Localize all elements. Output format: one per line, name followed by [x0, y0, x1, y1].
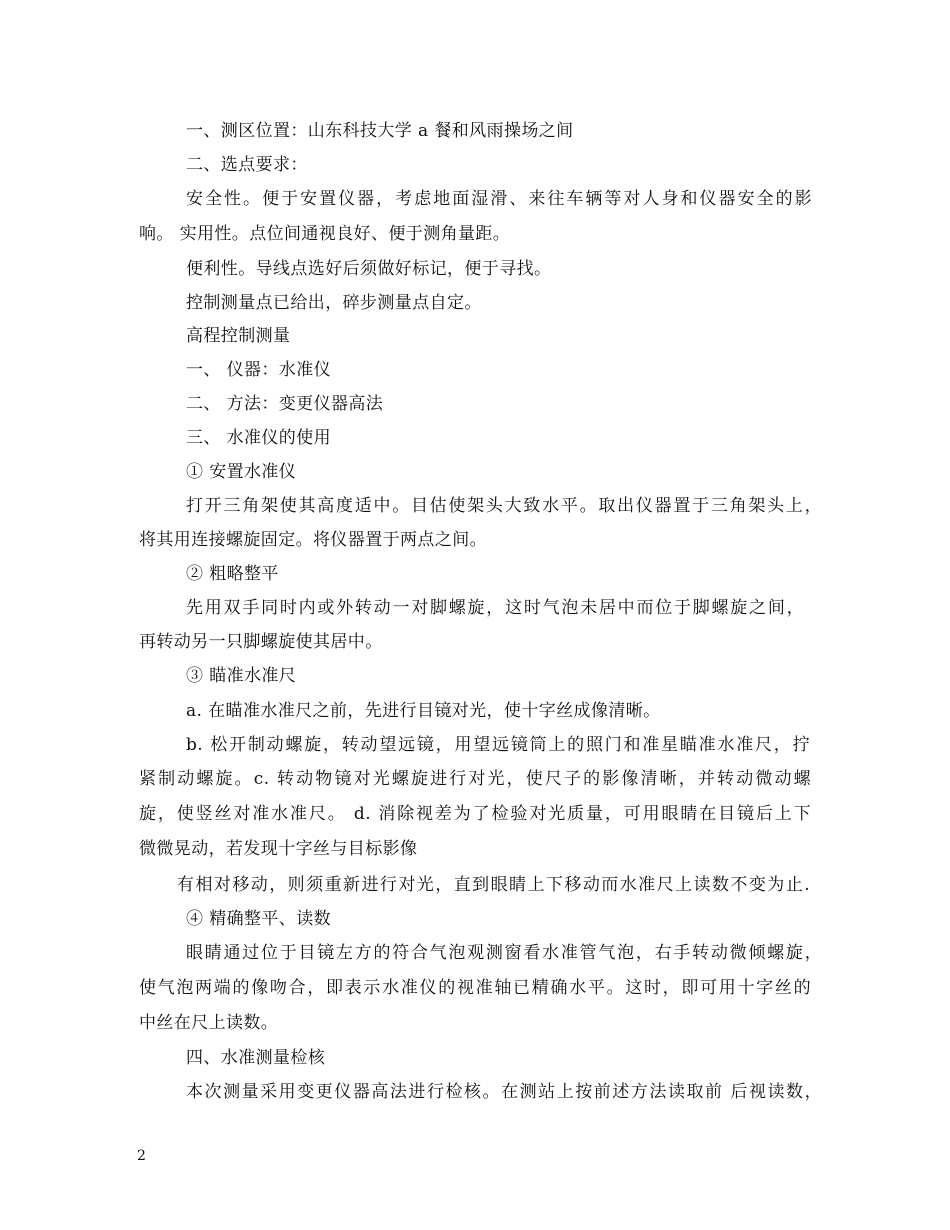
text-line-6: 控制测量点已给出，碎步测量点自定。: [186, 293, 482, 313]
text-line-8: 一、 仪器：水准仪: [186, 360, 332, 380]
text-line-15: 先用双手同时内或外转动一对脚螺旋，这时气泡未居中而位于脚螺旋之间，: [186, 598, 804, 618]
page-number: 2: [137, 1148, 146, 1164]
text-line-4: 响。 实用性。点位间通视良好、便于测角量距。: [139, 224, 511, 244]
text-line-10: 三、 水准仪的使用: [186, 428, 332, 448]
text-line-27: 中丝在尺上读数。: [139, 1013, 279, 1033]
text-line-3: 安全性。便于安置仪器，考虑地面湿滑、来往车辆等对人身和仪器安全的影: [186, 189, 812, 209]
text-line-16: 再转动另一只脚螺旋使其居中。: [139, 632, 383, 652]
text-line-18: a. 在瞄准水准尺之前，先进行目镜对光，使十字丝成像清晰。: [186, 701, 661, 721]
text-line-19: b. 松开制动螺旋，转动望远镜，用望远镜筒上的照门和准星瞄准水准尺，拧: [186, 735, 810, 755]
text-line-17: ③ 瞄准水准尺: [186, 666, 297, 686]
text-line-28: 四、水准测量检核: [186, 1048, 326, 1068]
text-line-7: 高程控制测量: [186, 326, 291, 346]
text-line-11: ① 安置水准仪: [186, 462, 297, 482]
text-line-29: 本次测量采用变更仪器高法进行检核。在测站上按前述方法读取前 后视读数，: [186, 1082, 822, 1102]
text-line-24: ④ 精确整平、读数: [186, 909, 332, 929]
text-line-12: 打开三角架使其高度适中。目估使架头大致水平。取出仪器置于三角架头上，: [186, 496, 822, 516]
text-line-2: 二、选点要求：: [186, 155, 308, 175]
text-line-20: 紧制动螺旋。c. 转动物镜对光螺旋进行对光，使尺子的影像清晰，并转动微动螺: [139, 769, 811, 789]
text-line-5: 便利性。导线点选好后须做好标记，便于寻找。: [186, 259, 552, 279]
text-line-13: 将其用连接螺旋固定。将仪器置于两点之间。: [139, 530, 487, 550]
text-line-25: 眼睛通过位于目镜左方的符合气泡观测窗看水准管气泡，右手转动微倾螺旋，: [186, 943, 822, 963]
text-line-23: 有相对移动，则须重新进行对光，直到眼睛上下移动而水准尺上读数不变为止.: [177, 875, 810, 895]
text-line-14: ② 粗略整平: [186, 564, 279, 584]
text-line-9: 二、 方法：变更仪器高法: [186, 394, 384, 414]
text-line-21: 旋，使竖丝对准水准尺。 d. 消除视差为了检验对光质量，可用眼睛在目镜后上下: [139, 804, 811, 824]
text-line-1: 一、测区位置：山东科技大学 a 餐和风雨操场之间: [186, 121, 574, 141]
text-line-22: 微微晃动，若发现十字丝与目标影像: [139, 839, 418, 859]
text-line-26: 使气泡两端的像吻合，即表示水准仪的视准轴已精确水平。这时，即可用十字丝的: [139, 978, 811, 998]
